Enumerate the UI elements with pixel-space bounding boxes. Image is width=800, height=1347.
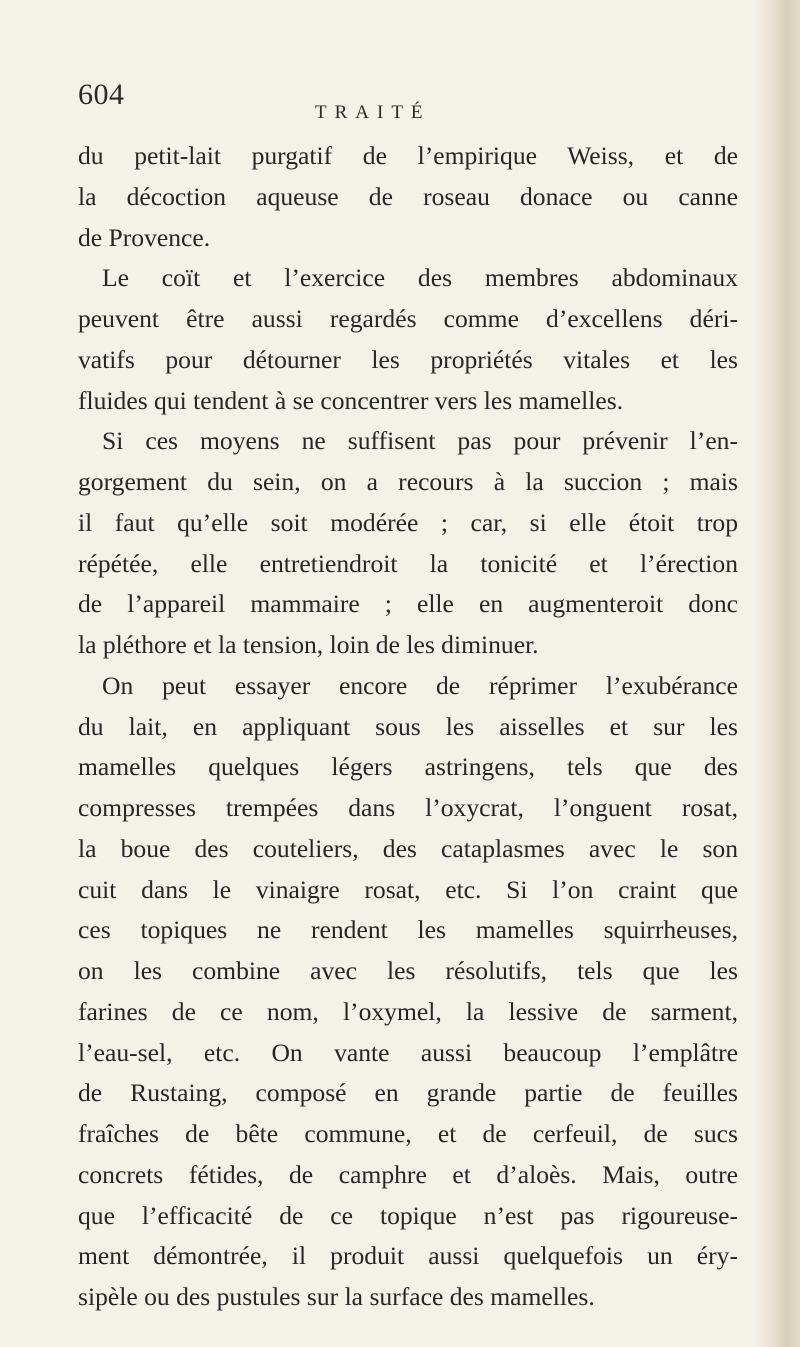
body-text (78, 136, 738, 1318)
text-line: de Rustaing, composé en grande partie de feuilles (78, 1078, 738, 1108)
page-number: 604 (78, 78, 125, 111)
text-line: farines de ce nom, l’oxymel, la lessive de sarment, (78, 996, 738, 1026)
text-line: de Provence. (78, 222, 211, 252)
text-line: du lait, en appliquant sous les aisselles et sur les (78, 711, 738, 741)
text-line: compresses trempées dans l’oxycrat, l’onguent rosat, (78, 793, 738, 822)
text-line: cuit dans le vinaigre rosat, etc. Si l’on craint que (78, 874, 738, 904)
text-line: ment démontrée, il produit aussi quelquefois un éry- (78, 1241, 738, 1271)
text-line: la boue des couteliers, des cataplasmes avec le son (78, 833, 738, 863)
text-line: la décoction aqueuse de roseau donace ou canne (78, 181, 738, 211)
text-line: fluides qui tendent à se concentrer vers les mamelles. (78, 385, 624, 415)
text-line: sipèle ou des pustules sur la surface des mamelles. (78, 1282, 595, 1311)
text-line: concrets fétides, de camphre et d’aloès. Mais, outre (78, 1159, 738, 1189)
text-line: fraîches de bête commune, et de cerfeuil, de sucs (78, 1119, 738, 1148)
text-line: On peut essayer encore de réprimer l’exubérance (102, 670, 738, 700)
text-line: ces topiques ne rendent les mamelles squirrheuses, (78, 915, 738, 945)
text-line: on les combine avec les résolutifs, tels que les (78, 956, 738, 985)
text-line: peuvent être aussi regardés comme d’excellens déri- (78, 304, 738, 333)
text-line: Le coït et l’exercice des membres abdominaux (102, 263, 738, 293)
running-title: TRAITÉ (315, 102, 431, 123)
text-line: l’eau-sel, etc. On vante aussi beaucoup l’emplâtre (78, 1037, 738, 1067)
text-line: gorgement du sein, on a recours à la succion ; mais (78, 467, 738, 496)
text-line: la pléthore et la tension, loin de les diminuer. (78, 630, 539, 659)
text-line: que l’efficacité de ce topique n’est pas rigoureuse- (78, 1200, 738, 1230)
text-line: du petit-lait purgatif de l’empirique Weiss, et de (78, 141, 738, 170)
text-line: vatifs pour détourner les propriétés vitales et les (78, 344, 738, 374)
text-line: il faut qu’elle soit modérée ; car, si elle étoit trop (78, 507, 738, 537)
text-line: répétée, elle entretiendroit la tonicité et l’érection (78, 548, 738, 578)
text-line: Si ces moyens ne suffisent pas pour prévenir l’en- (102, 426, 738, 456)
text-line: mamelles quelques légers astringens, tels que des (78, 752, 738, 782)
binding-edge-shadow (754, 0, 800, 1347)
text-line: de l’appareil mammaire ; elle en augmenteroit donc (78, 589, 738, 619)
page-header (78, 78, 678, 128)
